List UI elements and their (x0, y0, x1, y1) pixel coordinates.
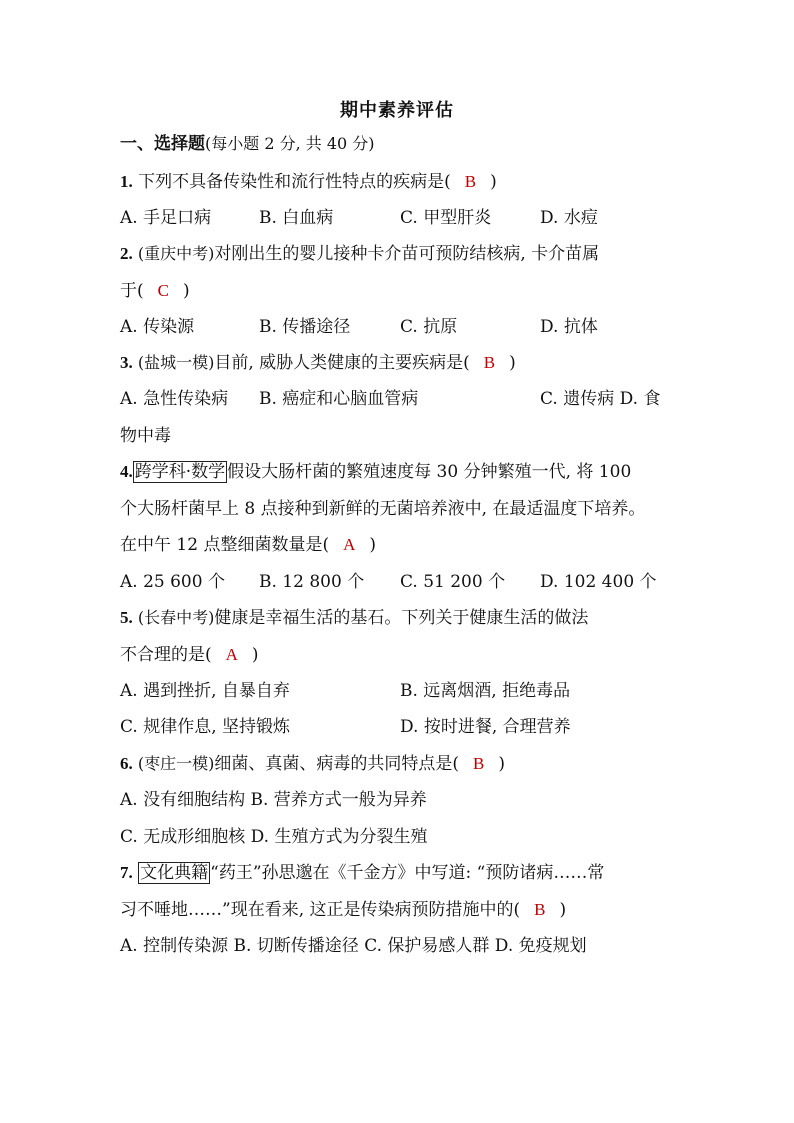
question-7-stem-cont (120, 898, 566, 922)
section-label: 一、选择题 (120, 134, 205, 154)
option-c: C. 规律作息, 坚持锻炼 (120, 717, 291, 737)
option-b: B. 癌症和心脑血管病 (259, 389, 419, 409)
question-7-stem (120, 861, 604, 885)
question-text: 对刚出生的婴儿接种卡介苗可预防结核病, 卡介苗属 (214, 244, 600, 264)
answer-mark: C (157, 281, 169, 300)
paren-close: ) (498, 754, 505, 774)
question-text: 在中午 12 点整细菌数量是( (120, 535, 330, 555)
question-3-stem (120, 351, 516, 375)
option-a-b: A. 没有细胞结构 B. 营养方式一般为异养 (120, 790, 427, 810)
question-3-options-cont (120, 424, 171, 448)
option-c: C. 抗原 (400, 317, 458, 337)
option-b: B. 远离烟酒, 拒绝毒品 (400, 681, 571, 701)
subject-tag: 文化典籍 (140, 863, 209, 883)
question-6-options-row1 (120, 788, 427, 812)
paren-close: ) (490, 172, 497, 192)
option-b: B. 12 800 个 (259, 572, 365, 592)
option-d: D. 按时进餐, 合理营养 (400, 717, 571, 737)
question-5-options-row1 (120, 679, 680, 703)
option-a: A. 遇到挫折, 自暴自弃 (120, 681, 290, 701)
paren-close: ) (509, 353, 516, 373)
question-number: 7. (120, 863, 133, 882)
options-text: A. 控制传染源 B. 切断传播途径 C. 保护易感人群 D. 免疫规划 (120, 936, 587, 956)
answer-mark: B (534, 900, 546, 919)
question-2-options (120, 315, 680, 339)
question-7-options (120, 934, 587, 958)
question-text: 细菌、真菌、病毒的共同特点是( (214, 754, 459, 774)
question-text: 健康是幸福生活的基石。下列关于健康生活的做法 (214, 608, 589, 628)
option-b: B. 传播途径 (259, 317, 351, 337)
question-text: “药王”孙思邈在《千金方》中写道: “预防诸病……常 (210, 863, 605, 883)
paren-close: ) (251, 645, 259, 665)
question-3-options (120, 387, 680, 411)
option-b: B. 白血病 (259, 208, 334, 228)
option-a: A. 手足口病 (120, 208, 212, 228)
section-note: (每小题 2 分, 共 40 分) (205, 134, 375, 153)
option-d-cont: 物中毒 (120, 426, 171, 446)
question-source: (重庆中考) (132, 244, 215, 263)
page-title: 期中素养评估 (340, 100, 454, 121)
question-4-stem (120, 460, 631, 484)
question-text: 假设大肠杆菌的繁殖速度每 30 分钟繁殖一代, 将 100 (227, 462, 632, 482)
question-1-stem (120, 170, 497, 194)
question-number: 2. (120, 244, 133, 263)
question-text: 个大肠杆菌早上 8 点接种到新鲜的无菌培养液中, 在最适温度下培养。 (120, 499, 646, 519)
question-source: (枣庄一模) (132, 754, 215, 773)
answer-mark: A (343, 535, 356, 554)
option-c-d: C. 遗传病 D. 食 (540, 389, 661, 409)
option-c-d: C. 无成形细胞核 D. 生殖方式为分裂生殖 (120, 827, 428, 847)
question-2-stem-cont (120, 279, 190, 303)
question-number: 4. (120, 462, 133, 481)
question-number: 5. (120, 608, 133, 627)
section-heading (120, 132, 375, 156)
option-a: A. 25 600 个 (120, 572, 225, 592)
option-d: D. 102 400 个 (540, 572, 657, 592)
question-5-stem-cont (120, 643, 259, 667)
question-4-options (120, 570, 680, 594)
question-text: 习不唾地……”现在看来, 这正是传染病预防措施中的( (120, 900, 521, 920)
option-c: C. 甲型肝炎 (400, 208, 492, 228)
answer-mark: B (472, 754, 485, 773)
question-6-stem (120, 752, 505, 776)
paren-close: ) (559, 900, 567, 920)
question-1-options (120, 206, 680, 230)
question-5-stem (120, 606, 588, 630)
question-number: 6. (120, 754, 133, 773)
option-c: C. 51 200 个 (400, 572, 506, 592)
subject-tag: 跨学科·数学 (134, 462, 226, 482)
question-5-options-row2 (120, 715, 680, 739)
option-d: D. 水痘 (540, 208, 598, 228)
paren-close: ) (182, 281, 190, 301)
answer-mark: B (483, 353, 496, 372)
question-text: 于( (120, 281, 144, 301)
answer-mark: A (225, 645, 238, 664)
question-source: (长春中考) (132, 608, 215, 627)
option-a: A. 急性传染病 (120, 389, 229, 409)
question-text: 不合理的是( (120, 645, 212, 665)
question-6-options-row2 (120, 825, 427, 849)
question-text: 下列不具备传染性和流行性特点的疾病是( (132, 172, 451, 192)
question-source: (盐城一模) (132, 353, 215, 372)
answer-mark: B (464, 172, 477, 191)
question-4-stem-cont2 (120, 533, 376, 557)
question-text: 目前, 威胁人类健康的主要疾病是( (214, 353, 470, 373)
question-number: 1. (120, 172, 133, 191)
option-a: A. 传染源 (120, 317, 195, 337)
question-4-stem-cont (120, 497, 645, 521)
question-2-stem (120, 242, 599, 266)
paren-close: ) (369, 535, 376, 555)
option-d: D. 抗体 (540, 317, 598, 337)
question-number: 3. (120, 353, 133, 372)
